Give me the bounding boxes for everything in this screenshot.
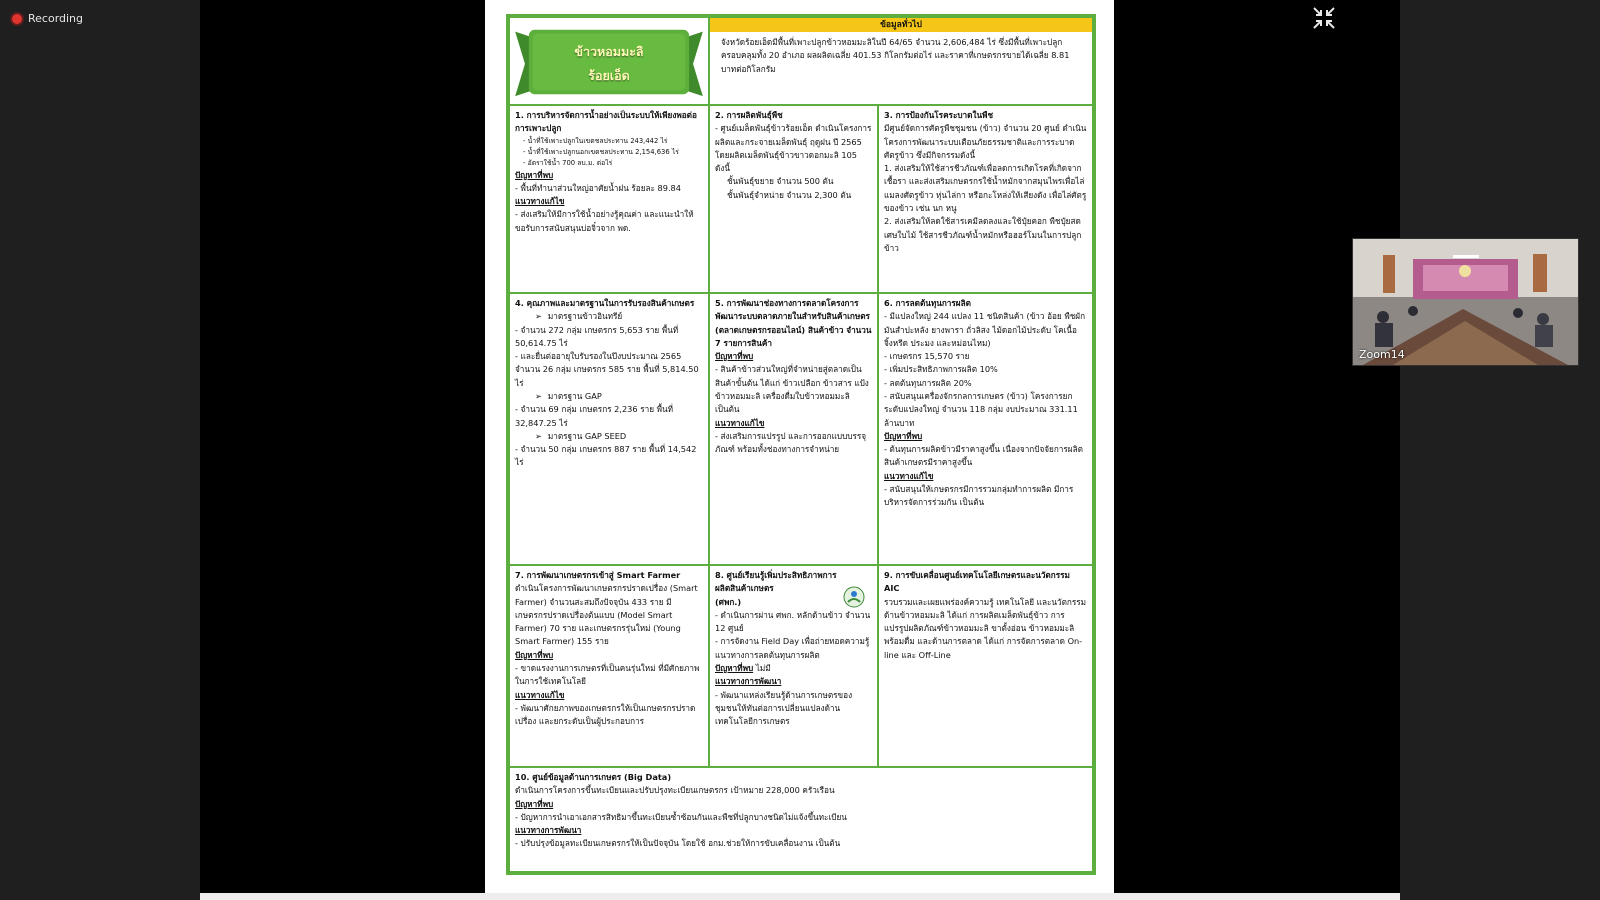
section-10-problem-label: ปัญหาที่พบ xyxy=(515,798,554,809)
section-7-solution-label: แนวทางแก้ไข xyxy=(515,689,565,700)
section-10-title: 10. ศูนย์ข้อมูลด้านการเกษตร (Big Data) xyxy=(515,772,672,782)
section-1-problem: - พื้นที่ทำนาส่วนใหญ่อาศัยน้ำฝน ร้อยละ 89.84 xyxy=(515,182,681,193)
section-8-line-1: - ดำเนินการผ่าน ศพก. หลักด้านข้าว จำนวน 12 ศูนย์ xyxy=(715,609,871,634)
section-5-solution: - ส่งเสริมการแปรรูป และการออกแบบบรรจุภัณฑ์ พร้อมทั้งช่องทางการจำหน่าย xyxy=(715,430,867,455)
general-info-section xyxy=(709,17,1093,105)
section-10-problem: - ปัญหาการนำเอาเอกสารสิทธิมาขึ้นทะเบียนซ้ำซ้อนกันและพืชที่ปลูกบางชนิดไม่แจ้งขึ้นทะเบียน xyxy=(515,811,847,822)
section-6-problem-label: ปัญหาที่พบ xyxy=(884,430,923,441)
section-6-solution-label: แนวทางแก้ไข xyxy=(884,470,934,481)
section-5-solution-label: แนวทางแก้ไข xyxy=(715,417,765,428)
exit-fullscreen-icon[interactable] xyxy=(1311,5,1337,31)
section-1-problem-label: ปัญหาที่พบ xyxy=(515,169,554,180)
section-4-standard-2: ➢ มาตรฐาน GAP xyxy=(515,390,703,403)
section-2-seed xyxy=(709,105,878,293)
section-8-subtitle: (ศพก.) xyxy=(715,596,742,607)
general-info-title: ข้อมูลทั่วไป xyxy=(710,18,1092,32)
section-5-title: 5. การพัฒนาช่องทางการตลาดโครงการพัฒนาระบบตลาดภายในสำหรับสินค้าเกษตร (ตลาดเกษตรกรออนไลน์) สินค้าข้าว จำนวน 7 รายการสินค้า xyxy=(715,298,872,348)
section-6-title: 6. การลดต้นทุนการผลิต xyxy=(884,298,971,308)
section-1-bullet-2: - น้ำที่ใช้เพาะปลูกนอกเขตชลประทาน 2,154,636 ไร่ xyxy=(523,147,679,156)
section-6-line-3: - ลดต้นทุนการผลิต 20% xyxy=(884,377,972,388)
section-4-standard-3: ➢ มาตรฐาน GAP SEED xyxy=(515,430,703,443)
document-grid xyxy=(506,14,1096,875)
rice-banner xyxy=(509,17,709,105)
section-3-point-2: 2. ส่งเสริมให้ลดใช้สารเคมีลดลงและใช้ปุ๋ยคอก พืชปุ๋ยสด เศษใบไม้ ใช้สารชีวภัณฑ์น้ำหมักหรือฮอร์โมนในการปลูกข้าว xyxy=(884,216,1082,253)
section-5-problem-label: ปัญหาที่พบ xyxy=(715,351,754,362)
section-8-problem-label: ปัญหาที่พบ xyxy=(715,662,754,673)
section-4-item-a2: - และยื่นต่ออายุใบรับรองในปีงบประมาณ 2565 จำนวน 26 กลุ่ม เกษตรกร 585 ราย พื้นที่ 5,814.50 ไร่ xyxy=(515,351,699,388)
section-4-item-a1: - จำนวน 272 กลุ่ม เกษตรกร 5,653 ราย พื้นที่ 50,614.75 ไร่ xyxy=(515,324,679,348)
section-7-problem-label: ปัญหาที่พบ xyxy=(515,649,554,660)
section-3-disease xyxy=(878,105,1093,293)
section-4-standards xyxy=(509,293,709,565)
section-2-line-2: ชั้นพันธุ์จำหน่าย จำนวน 2,300 ตัน xyxy=(727,189,852,200)
general-info-text: จังหวัดร้อยเอ็ดมีพื้นที่เพาะปลูกข้าวหอมมะลิในปี 64/65 จำนวน 2,606,484 ไร่ ซึ่งมีพื้นที่เพาะปลูกครอบคลุมทั้ง 20 อำเภอ ผลผลิตเฉลี่ย 401.53 กิโลกรัมต่อไร่ และราคาที่เกษตรกรขายได้เฉลี่ย 8.81 บาทต่อกิโลกรัม xyxy=(721,37,1070,74)
banner-line-1: ข้าวหอมมะลิ xyxy=(574,44,644,59)
section-5-problem: - สินค้าข้าวส่วนใหญ่ที่จำหน่ายสู่ตลาดเป็นสินค้าขั้นต้น ได้แก่ ข้าวเปลือก ข้าวสาร แป้งข้าวหอมมะลิ เครื่องดื่มใบข้าวหอมมะลิ เป็นต้น xyxy=(715,364,869,415)
section-7-problem: - ขาดแรงงานการเกษตรที่เป็นคนรุ่นใหม่ ที่มีศักยภาพในการใช้เทคโนโลยี xyxy=(515,662,700,687)
meeting-room-video-frame xyxy=(1353,239,1578,365)
section-2-title: 2. การผลิตพันธุ์พืช xyxy=(715,110,783,120)
section-9-body: รวบรวมและเผยแพร่องค์ความรู้ เทคโนโลยี และนวัตกรรมด้านข้าวหอมมะลิ ได้แก่ การผลิตเมล็ดพันธุ์ข้าว การแปรรูปผลิตภัณฑ์ข้าวหอมมะลิ ขาตั้งอ่อน ข้าวหอมมะลิพร้อมดื่ม และด้านการตลาด ได้แก่ การจัดการตลาด On-line และ Off-Line xyxy=(884,596,1087,660)
section-6-body: - มีแปลงใหญ่ 244 แปลง 11 ชนิดสินค้า (ข้าว อ้อย พืชผัก มันสำปะหลัง ยางพารา ถั่วลิสง ไม้ดอกไม้ประดับ โคเนื้อ จิ้งหรีด ประมง และหม่อนไหม) xyxy=(884,311,1086,348)
section-8-title: 8. ศูนย์เรียนรู้เพิ่มประสิทธิภาพการผลิตสินค้าเกษตร xyxy=(715,570,837,594)
section-6-line-4: - สนับสนุนเครื่องจักรกลการเกษตร (ข้าว) โครงการยกระดับแปลงใหญ่ จำนวน 118 กลุ่ม งบประมาณ 331.11 ล้านบาท xyxy=(884,390,1078,428)
section-1-bullet-3: - อัตราใช้น้ำ 700 ลบ.ม. ต่อไร่ xyxy=(523,158,613,167)
agriculture-emblem-icon xyxy=(843,586,865,608)
section-8-learning-center xyxy=(709,565,878,767)
section-6-line-2: - เพิ่มประสิทธิภาพการผลิต 10% xyxy=(884,364,998,375)
section-3-body: มีศูนย์จัดการศัตรูพืชชุมชน (ข้าว) จำนวน 20 ศูนย์ ดำเนินโครงการพัฒนาระบบเตือนภัยธรรมชาติและการระบาดศัตรูข้าว ซึ่งมีกิจกรรมดังนี้ xyxy=(884,123,1087,160)
section-8-problem-value: ไม่มี xyxy=(755,662,771,673)
section-9-title: 9. การขับเคลื่อนศูนย์เทคโนโลยีเกษตรและนวัตกรรม AIC xyxy=(884,570,1070,594)
section-4-title: 4. คุณภาพและมาตรฐานในการรับรองสินค้าเกษตร xyxy=(515,298,695,308)
section-5-marketing xyxy=(709,293,878,565)
section-4-standard-1: ➢ มาตรฐานข้าวอินทรีย์ xyxy=(515,310,703,323)
section-1-solution: - ส่งเสริมให้มีการใช้น้ำอย่างรู้คุณค่า และแนะนำให้ขอรับการสนับสนุนบ่อจิ๋วจาก พด. xyxy=(515,209,694,233)
section-6-cost xyxy=(878,293,1093,565)
section-1-bullet-1: - น้ำที่ใช้เพาะปลูกในเขตชลประทาน 243,442 ไร่ xyxy=(523,136,668,145)
section-1-solution-label: แนวทางแก้ไข xyxy=(515,196,565,207)
section-9-aic xyxy=(878,565,1093,767)
section-10-body: ดำเนินการโครงการขึ้นทะเบียนและปรับปรุงทะเบียนเกษตรกร เป้าหมาย 228,000 ครัวเรือน xyxy=(515,785,835,796)
section-6-solution: - สนับสนุนให้เกษตรกรมีการรวมกลุ่มทำการผลิต มีการบริหารจัดการร่วมกัน เป็นต้น xyxy=(884,483,1074,508)
section-6-problem: - ต้นทุนการผลิตข้าวมีราคาสูงขึ้น เนื่องจากปัจจัยการผลิตสินค้าเกษตรมีราคาสูงขึ้น xyxy=(884,444,1083,468)
section-7-smart-farmer xyxy=(509,565,709,767)
section-8-dev-label: แนวทางการพัฒนา xyxy=(715,676,782,687)
section-7-title: 7. การพัฒนาเกษตรกรเข้าสู่ Smart Farmer xyxy=(515,570,681,580)
section-7-body: ดำเนินโครงการพัฒนาเกษตรกรปราดเปรื่อง (Smart Farmer) จำนวนสะสมถึงปัจจุบัน 433 ราย มีเกษตรกรปราดเปรื่องต้นแบบ (Model Smart Farmer) 70 ราย และเกษตรกรรุ่นใหม่ (Young Smart Farmer) 155 ราย xyxy=(515,583,698,647)
section-3-title: 3. การป้องกันโรคระบาดในพืช xyxy=(884,110,994,120)
banner-line-2: ร้อยเอ็ด xyxy=(588,68,630,83)
participant-name: Zoom14 xyxy=(1359,348,1405,361)
section-8-line-2: - การจัดงาน Field Day เพื่อถ่ายทอดความรู้แนวทางการลดต้นทุนการผลิต xyxy=(715,636,870,660)
recording-indicator xyxy=(12,12,83,25)
section-7-solution: - พัฒนาศักยภาพของเกษตรกรให้เป็นเกษตรกรปราดเปรื่อง และยกระดับเป็นผู้ประกอบการ xyxy=(515,702,696,727)
section-1-title: 1. การบริหารจัดการน้ำอย่างเป็นระบบให้เพียงพอต่อการเพาะปลูก xyxy=(515,110,697,134)
section-1-water xyxy=(509,105,709,293)
record-dot-icon xyxy=(12,14,22,24)
section-10-dev: - ปรับปรุงข้อมูลทะเบียนเกษตรกรให้เป็นปัจจุบัน โดยใช้ อกม.ช่วยให้การขับเคลื่อนงาน เป็นต้น xyxy=(515,838,841,849)
section-2-body: - ศูนย์เมล็ดพันธุ์ข้าวร้อยเอ็ด ดำเนินโครงการผลิตและกระจายเมล็ดพันธุ์ ฤดูฝน ปี 2565 โดยผลิตเมล็ดพันธุ์ข้าวขาวดอกมะลิ 105 ดังนี้ xyxy=(715,123,872,174)
section-10-big-data xyxy=(509,767,1093,872)
section-3-point-1: 1. ส่งเสริมให้ใช้สารชีวภัณฑ์เพื่อลดการเกิดโรคที่เกิดจากเชื้อรา และส่งเสริมเกษตรกรใช้น้ำหมักจากสมุนไพรเพื่อไล่แมลงศัตรูข้าว หุ่นไล่กา หรือกะโหล่งให้เสียงดัง เพื่อไล่ศัตรูของข้าว เช่น นก หนู xyxy=(884,163,1087,213)
section-8-dev: - พัฒนาแหล่งเรียนรู้ด้านการเกษตรของชุมชนให้ทันต่อการเปลี่ยนแปลงด้านเทคโนโลยีการเกษตร xyxy=(715,689,853,727)
section-2-line-1: ชั้นพันธุ์ขยาย จำนวน 500 ตัน xyxy=(727,176,834,187)
section-10-dev-label: แนวทางการพัฒนา xyxy=(515,825,582,836)
section-6-line-1: - เกษตรกร 15,570 ราย xyxy=(884,351,970,362)
section-4-item-c1: - จำนวน 50 กลุ่ม เกษตรกร 887 ราย พื้นที่ 14,542 ไร่ xyxy=(515,444,697,468)
shared-screen-bottom-strip xyxy=(200,893,1400,900)
recording-label: Recording xyxy=(28,12,84,25)
shared-document-page xyxy=(485,0,1114,893)
participant-video-tile[interactable] xyxy=(1352,238,1579,366)
section-4-item-b1: - จำนวน 69 กลุ่ม เกษตรกร 2,236 ราย พื้นที่ 32,847.25 ไร่ xyxy=(515,404,673,428)
